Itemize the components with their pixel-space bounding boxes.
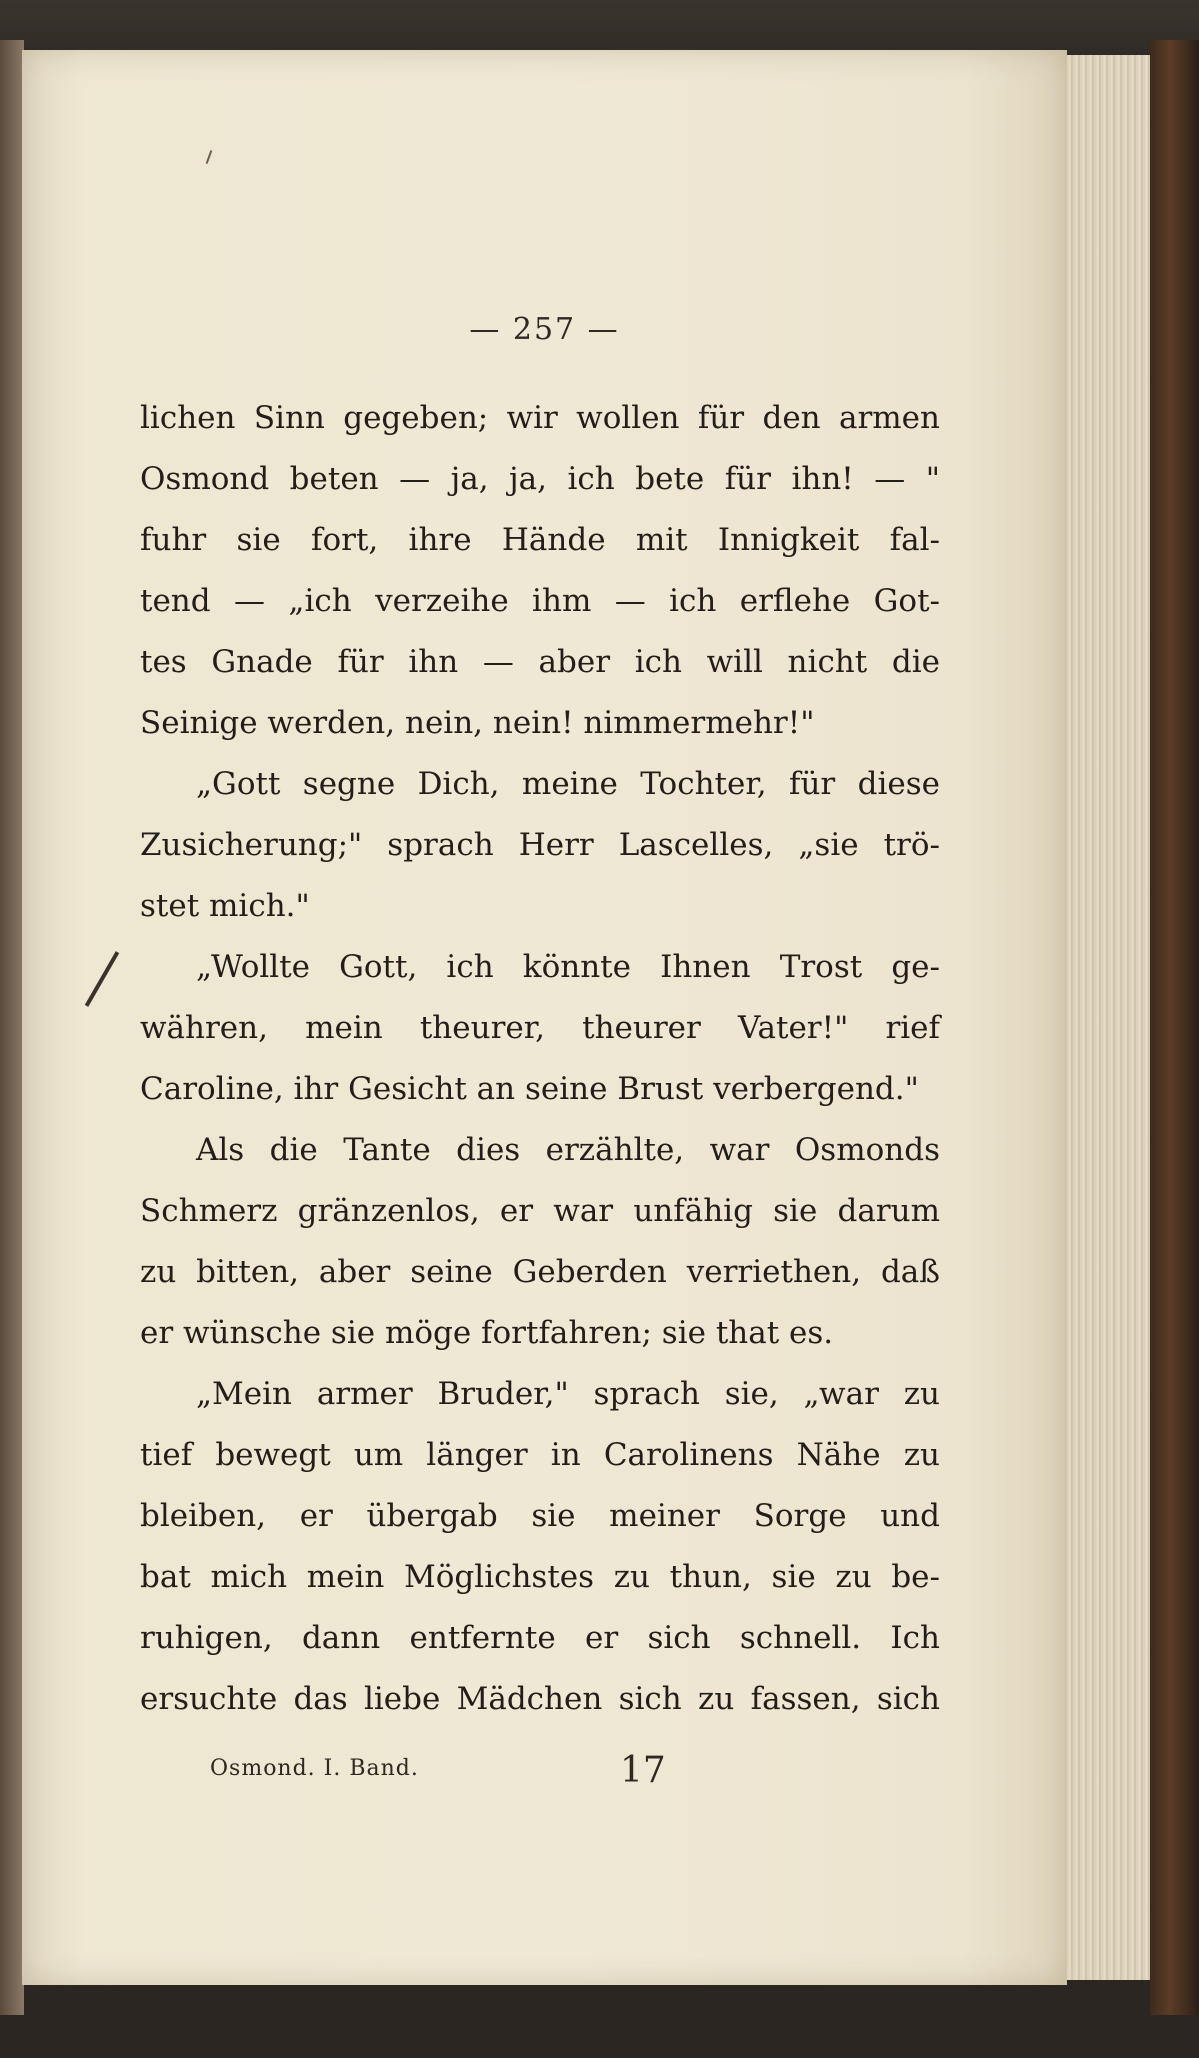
right-cover-board	[1150, 40, 1199, 2015]
text-line: lichen Sinn gegeben; wir wollen für den armen	[140, 400, 940, 436]
text-line: Seinige werden, nein, nein! nimmermehr!"	[140, 705, 815, 741]
page-number-header: — 257 —	[469, 312, 620, 347]
text-line: „Wollte Gott, ich könnte Ihnen Trost ge-	[196, 949, 940, 985]
book-page	[22, 50, 1067, 1985]
text-line: er wünsche sie möge fortfahren; sie that es.	[140, 1315, 834, 1351]
text-line: tief bewegt um länger in Carolinens Nähe zu	[140, 1437, 940, 1473]
text-line: stet mich."	[140, 888, 310, 924]
text-line: Zusicherung;" sprach Herr Lascelles, „sie trö-	[140, 827, 940, 863]
pencil-slash-mark	[85, 951, 119, 1007]
text-line: währen, mein theurer, theurer Vater!" rief	[140, 1010, 940, 1046]
text-line: „Mein armer Bruder," sprach sie, „war zu	[196, 1376, 940, 1412]
text-line: tend — „ich verzeihe ihm — ich erflehe Got-	[140, 583, 940, 619]
page-edges	[1060, 55, 1162, 1980]
pencil-tick-mark	[206, 150, 213, 164]
left-cover-board	[0, 40, 24, 2015]
text-line: tes Gnade für ihn — aber ich will nicht die	[140, 644, 940, 680]
text-line: bleiben, er übergab sie meiner Sorge und	[140, 1498, 940, 1534]
text-line: Osmond beten — ja, ja, ich bete für ihn! — "	[140, 461, 940, 497]
text-line: ersuchte das liebe Mädchen sich zu fassen, sich	[140, 1681, 940, 1717]
page-footer	[210, 1750, 930, 1790]
text-line: bat mich mein Möglichstes zu thun, sie zu be-	[140, 1559, 940, 1595]
text-line: Schmerz gränzenlos, er war unfähig sie darum	[140, 1193, 940, 1229]
page-text-body	[140, 388, 940, 1730]
text-line: zu bitten, aber seine Geberden verriethen, daß	[140, 1254, 940, 1290]
text-line: Als die Tante dies erzählte, war Osmonds	[196, 1132, 940, 1168]
signature-number: 17	[620, 1750, 666, 1791]
text-line: ruhigen, dann entfernte er sich schnell. Ich	[140, 1620, 940, 1656]
signature-mark: Osmond. I. Band.	[210, 1756, 419, 1781]
text-line: „Gott segne Dich, meine Tochter, für diese	[196, 766, 940, 802]
text-line: Caroline, ihr Gesicht an seine Brust verbergend."	[140, 1071, 919, 1107]
text-line: fuhr sie fort, ihre Hände mit Innigkeit fal-	[140, 522, 940, 558]
